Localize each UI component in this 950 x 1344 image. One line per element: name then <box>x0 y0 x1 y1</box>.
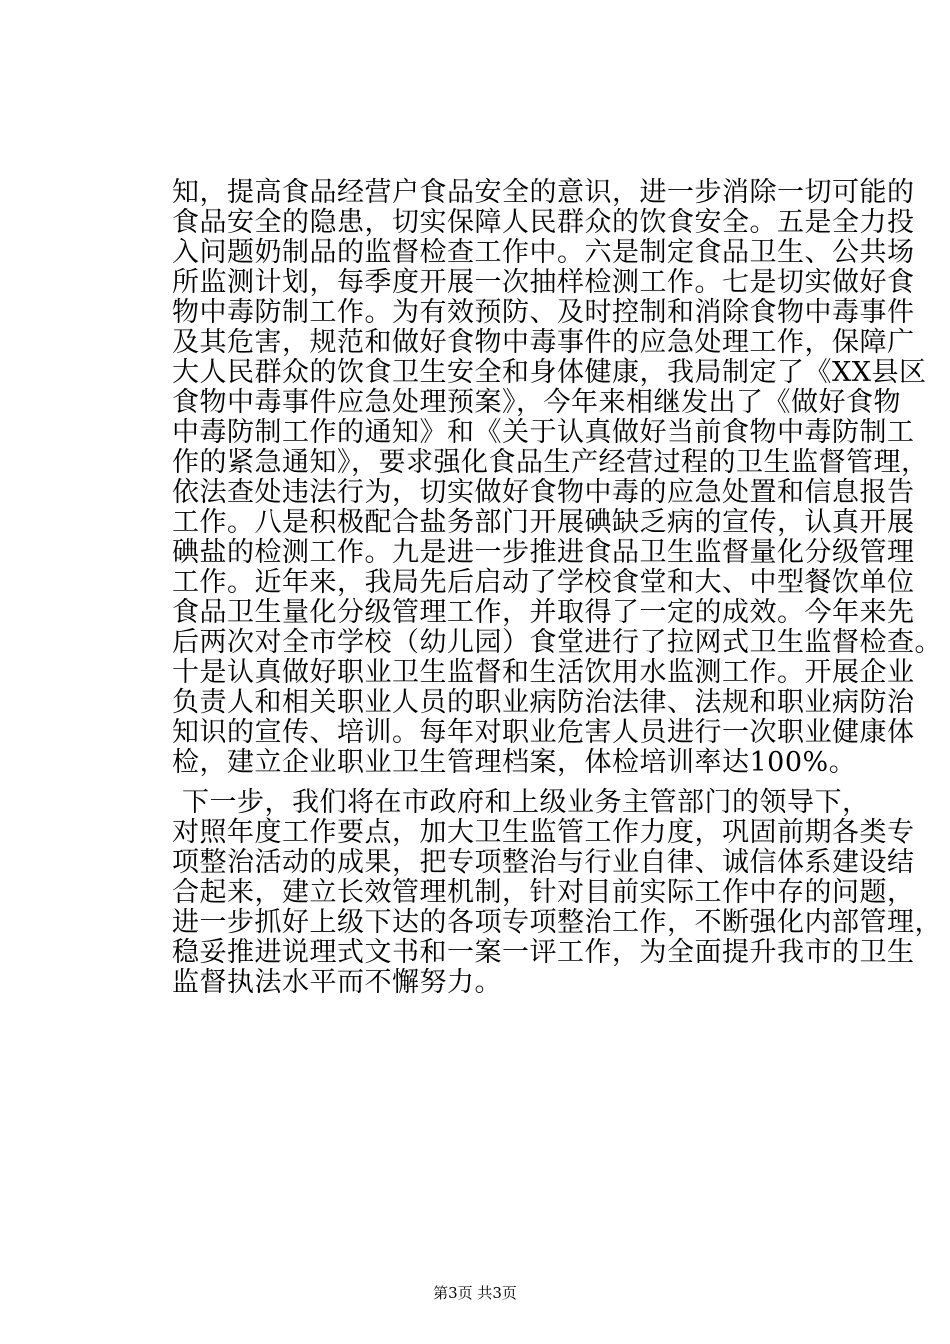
text-line: 负责人和相关职业人员的职业病防治法律、法规和职业病防治 <box>172 687 915 718</box>
text-line: 依法查处违法行为，切实做好食物中毒的应急处置和信息报告 <box>172 477 915 508</box>
text-line: 入问题奶制品的监督检查工作中。六是制定食品卫生、公共场 <box>172 237 915 268</box>
text-line: 进一步抓好上级下达的各项专项整治工作，不断强化内部管理， <box>172 907 942 938</box>
text-line: 后两次对全市学校（幼儿园）食堂进行了拉网式卫生监督检查。 <box>172 627 942 658</box>
text-line: 食物中毒事件应急处理预案》，今年来相继发出了《做好食物 <box>172 387 901 418</box>
text-line: 检，建立企业职业卫生管理档案，体检培训率达100%。 <box>172 747 857 778</box>
text-line: 对照年度工作要点，加大卫生监管工作力度，巩固前期各类专 <box>172 817 915 848</box>
text-line: 所监测计划，每季度开展一次抽样检测工作。七是切实做好食 <box>172 267 915 298</box>
text-line: 知，提高食品经营户食品安全的意识，进一步消除一切可能的 <box>172 177 915 208</box>
text-line: 监督执法水平而不懈努力。 <box>172 967 502 998</box>
text-line: 物中毒防制工作。为有效预防、及时控制和消除食物中毒事件 <box>172 297 915 328</box>
text-line: 知识的宣传、培训。每年对职业危害人员进行一次职业健康体 <box>172 717 915 748</box>
text-line: 稳妥推进说理式文书和一案一评工作，为全面提升我市的卫生 <box>172 937 915 968</box>
text-line: 工作。近年来，我局先后启动了学校食堂和大、中型餐饮单位 <box>172 567 915 598</box>
text-line: 食品安全的隐患，切实保障人民群众的饮食安全。五是全力投 <box>172 207 915 238</box>
text-line: 项整治活动的成果，把专项整治与行业自律、诚信体系建设结 <box>172 847 915 878</box>
text-line-indented: 下一步，我们将在市政府和上级业务主管部门的领导下， <box>182 787 870 818</box>
text-line: 十是认真做好职业卫生监督和生活饮用水监测工作。开展企业 <box>172 657 915 688</box>
text-line: 中毒防制工作的通知》和《关于认真做好当前食物中毒防制工 <box>172 417 915 448</box>
page-number-footer: 第3页 共3页 <box>433 1284 517 1302</box>
text-line: 大人民群众的饮食卫生安全和身体健康，我局制定了《XX县区 <box>172 357 927 388</box>
text-line: 及其危害，规范和做好食物中毒事件的应急处理工作，保障广 <box>172 327 915 358</box>
text-line: 碘盐的检测工作。九是进一步推进食品卫生监督量化分级管理 <box>172 537 915 568</box>
text-line: 作的紧急通知》，要求强化食品生产经营过程的卫生监督管理， <box>172 447 929 478</box>
text-line: 工作。八是积极配合盐务部门开展碘缺乏病的宣传，认真开展 <box>172 507 915 538</box>
text-line: 食品卫生量化分级管理工作，并取得了一定的成效。今年来先 <box>172 597 915 628</box>
text-line: 合起来，建立长效管理机制，针对目前实际工作中存的问题， <box>172 877 915 908</box>
